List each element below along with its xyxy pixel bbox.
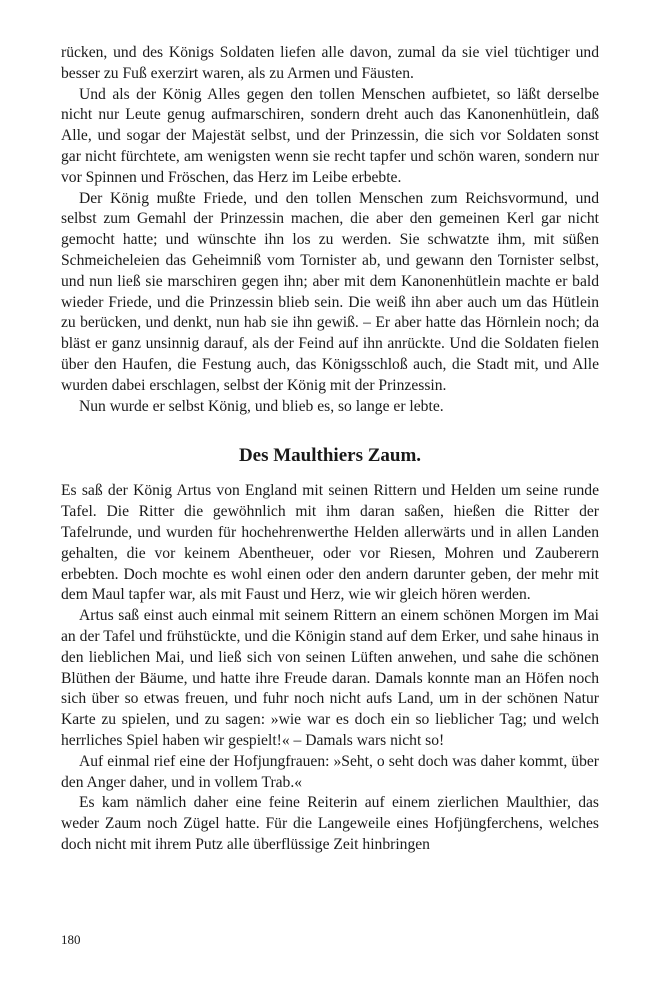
paragraph: Der König mußte Friede, und den tollen Menschen zum Reichsvormund, und selbst zum Gemahl der Prinzessin machen, die aber den gemeinen Kerl gar nicht gemocht hatte; und wünschte ihn los zu werden. Sie schwatzte ihm, mit süßen Schmeicheleien das Geheimniß vom Tornister ab, und gewann den Tornister selbst, und nun ließ sie marschiren gegen ihn; aber mit dem Kanonenhütlein machte er bald wieder Friede, und die Prinzessin blieb sein. Die weiß ihn aber auch um das Hütlein zu berücken, und denkt, nun hab sie ihn gewiß. – Er aber hatte das Hörnlein noch; da bläst er ganz unsinnig darauf, als der Feind auf ihn anrückte. Und die Soldaten fielen über den Haufen, die Festung auch, das Königsschloß auch, die Stadt mit, und Alle wurden dabei erschlagen, selbst der König mit der Prinzessin. xyxy=(61,189,599,394)
page-number: 180 xyxy=(61,932,81,947)
paragraph: rücken, und des Königs Soldaten liefen alle davon, zumal da sie viel tüchtiger und besser zu Fuß exerzirt waren, als zu Armen und Fäusten. xyxy=(61,44,599,82)
paragraph: Und als der König Alles gegen den tollen Menschen aufbietet, so läßt derselbe nicht nur Leute genug aufmarschiren, sondern dreht auch das Kanonenhütlein, daß Alle, und sogar der Majestät selbst, und der Prinzessin, die sich vor Soldaten sonst gar nicht fürchtete, am wenigsten wenn sie recht tapfer und schön waren, sondern nur vor Spinnen und Fröschen, das Herz im Leibe erbebte. xyxy=(61,85,599,186)
chapter-text xyxy=(61,481,599,855)
story-ending xyxy=(61,43,599,417)
paragraph: Nun wurde er selbst König, und blieb es, so lange er lebte. xyxy=(79,397,444,415)
paragraph: Es kam nämlich daher eine feine Reiterin auf einem zierlichen Maulthier, das weder Zaum noch Zügel hatte. Für die Langeweile eines Hofjüngferchens, welches doch nicht mit ihrem Putz alle überflüssige Zeit hinbringen xyxy=(61,794,599,853)
chapter-title: Des Maulthiers Zaum. xyxy=(238,445,422,467)
paragraph: Auf einmal rief eine der Hofjungfrauen: »Seht, o seht doch was daher kommt, über den Anger daher, und in vollem Trab.« xyxy=(61,752,599,791)
paragraph: Es saß der König Artus von England mit seinen Rittern und Helden um seine runde Tafel. Die Ritter die gewöhnlich mit ihm daran saßen, hießen die Ritter der Tafelrunde, und wurden für hochehrenwerthe Helden allerwärts und in allen Landen gehalten, die vor keinem Abentheuer, oder vor Riesen, Mohren und Zauberern erbebten. Doch mochte es wohl einen oder den andern darunter geben, der mehr mit dem Maul tapfer war, als mit Faust und Herz, wie wir gleich hören werden. xyxy=(61,482,599,604)
paragraph: Artus saß einst auch einmal mit seinem Rittern an einem schönen Morgen im Mai an der Tafel und frühstückte, und die Königin stand auf dem Erker, und sahe hinaus in den lieblichen Mai, und ließ sich von seinen Lüften anwehen, und sahe die schönen Blüthen der Bäume, und hatte ihre Freude daran. Damals konnte man an Höfen noch sich über so etwas freuen, und fuhr noch nicht aufs Land, um in der schönen Natur Karte zu spielen, und zu sagen: »wie war es doch ein so lieblicher Tag; und welch herrliches Spiel haben wir gespielt!« – Damals wars nicht so! xyxy=(61,607,599,749)
page-body xyxy=(61,43,599,856)
